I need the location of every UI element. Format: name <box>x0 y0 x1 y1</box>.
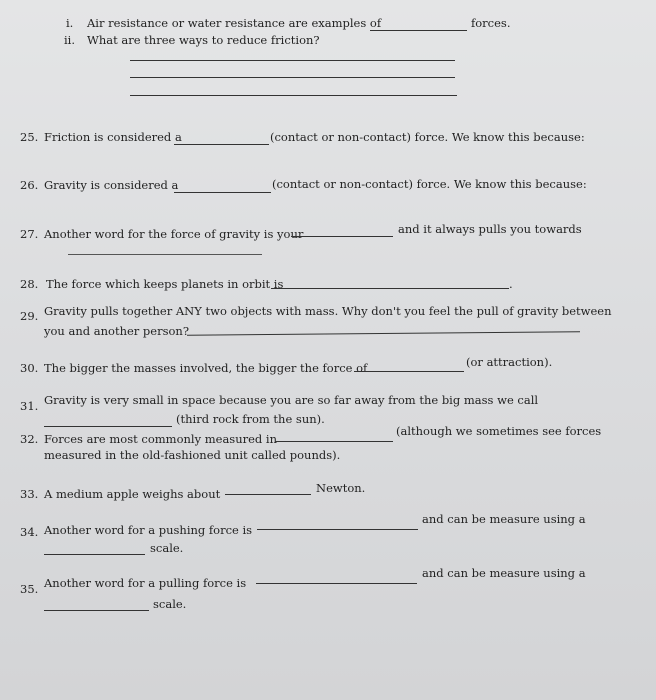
q26-blank[interactable] <box>174 192 271 193</box>
q33-blank[interactable] <box>225 494 311 495</box>
q30-text: The bigger the masses involved, the bigger the force of <box>44 361 368 375</box>
q31-text-2: (third rock from the sun). <box>176 412 325 426</box>
q30-end: (or attraction). <box>466 355 553 369</box>
item-i-blank[interactable] <box>370 30 467 31</box>
q35-blank[interactable] <box>256 583 417 584</box>
q27-number: 27. <box>20 227 39 241</box>
item-i-text: Air resistance or water resistance are examples of <box>87 16 382 30</box>
q30-number: 30. <box>20 361 39 375</box>
q27-text: Another word for the force of gravity is your <box>44 227 304 241</box>
item-ii-text: What are three ways to reduce friction? <box>87 33 320 47</box>
q33-end: Newton. <box>316 481 366 495</box>
q35-blank-2[interactable] <box>44 610 149 611</box>
q34-number: 34. <box>20 525 39 539</box>
q27-blank[interactable] <box>291 236 393 237</box>
q35-number: 35. <box>20 582 39 596</box>
q25-text: Friction is considered a <box>44 130 182 144</box>
item-ii-blank-1[interactable] <box>130 60 455 61</box>
q35-text-2: scale. <box>153 597 187 611</box>
q32-blank[interactable] <box>275 441 393 442</box>
item-i-number: i. <box>66 16 74 30</box>
q34-blank-2[interactable] <box>44 554 145 555</box>
q28-blank[interactable] <box>271 288 509 289</box>
item-i-end: forces. <box>471 16 511 30</box>
q33-text: A medium apple weighs about <box>44 487 221 501</box>
q34-text-2: scale. <box>150 541 184 555</box>
q29-text-2: you and another person? <box>44 324 189 338</box>
q25-end: (contact or non-contact) force. We know this because: <box>270 130 585 144</box>
q34-end: and can be measure using a <box>422 512 586 526</box>
q32-text: Forces are most commonly measured in <box>44 432 278 446</box>
q35-end: and can be measure using a <box>422 566 586 580</box>
q34-blank[interactable] <box>257 529 418 530</box>
item-ii-number: ii. <box>64 33 76 47</box>
q30-blank[interactable] <box>354 371 464 372</box>
q26-number: 26. <box>20 178 39 192</box>
q31-blank[interactable] <box>44 426 172 427</box>
q25-blank[interactable] <box>174 144 269 145</box>
q29-number: 29. <box>20 309 39 323</box>
q27-end: and it always pulls you towards <box>398 222 582 236</box>
q31-number: 31. <box>20 399 39 413</box>
q32-number: 32. <box>20 432 39 446</box>
q26-end: (contact or non-contact) force. We know this because: <box>272 177 587 191</box>
q28-number: 28. <box>20 277 39 291</box>
q28-end: . <box>509 277 513 291</box>
q34-text: Another word for a pushing force is <box>44 523 253 537</box>
q31-text: Gravity is very small in space because you are so far away from the big mass we call <box>44 393 539 407</box>
q32-text-2: measured in the old-fashioned unit called pounds). <box>44 448 341 462</box>
q28-text: The force which keeps planets in orbit is <box>46 277 284 291</box>
q33-number: 33. <box>20 487 39 501</box>
q26-text: Gravity is considered a <box>44 178 179 192</box>
q27-blank-2[interactable] <box>68 254 262 255</box>
q29-text: Gravity pulls together ANY two objects with mass. Why don't you feel the pull of gravity between <box>44 304 612 318</box>
q29-blank[interactable] <box>187 331 580 335</box>
q35-text: Another word for a pulling force is <box>44 576 247 590</box>
item-ii-blank-2[interactable] <box>130 77 455 78</box>
item-ii-blank-3[interactable] <box>130 95 457 96</box>
q32-end: (although we sometimes see forces <box>396 424 602 438</box>
q25-number: 25. <box>20 130 39 144</box>
